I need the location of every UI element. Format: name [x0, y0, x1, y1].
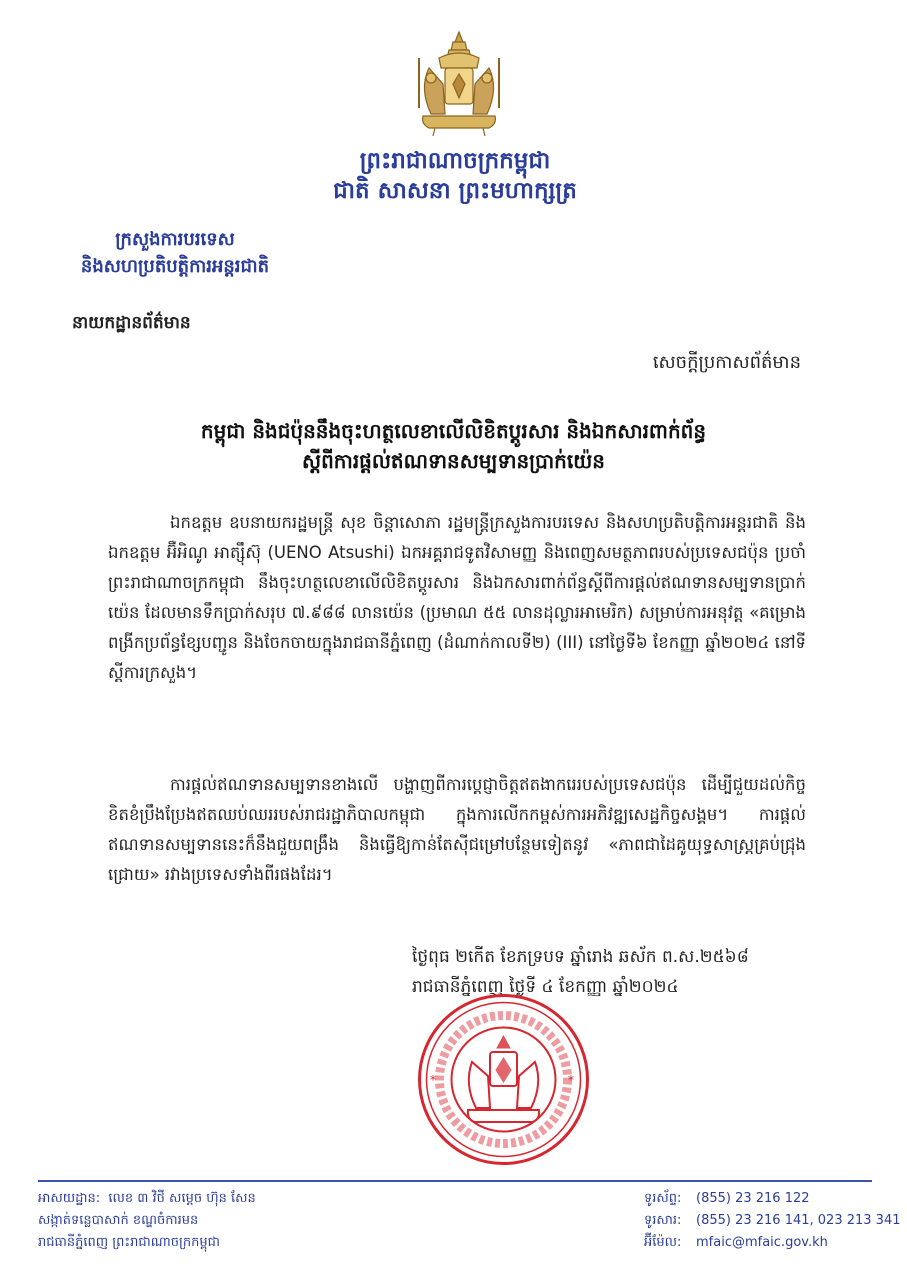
- footer-divider: [38, 1180, 872, 1182]
- address-line2: សង្កាត់ទន្លេបាសាក់ ខណ្ឌចំការមន: [38, 1213, 199, 1228]
- solar-date: រាជធានីភ្នំពេញ ថ្ងៃទី ៤ ខែកញ្ញា ឆ្នាំ២០២៤: [412, 977, 679, 997]
- ministry-line2: និងសហប្រតិបត្តិការអន្តរជាតិ: [80, 256, 270, 277]
- phone-number[interactable]: (855) 23 216 122: [696, 1191, 810, 1206]
- address-line3: រាជធានីភ្នំពេញ ព្រះរាជាណាចក្រកម្ពុជា: [38, 1235, 220, 1250]
- address-line1: លេខ ៣ វិថី សម្តេច ហ៊ុន សែន: [108, 1191, 256, 1206]
- kingdom-name: ព្រះរាជាណាចក្រកម្ពុជា: [359, 148, 551, 174]
- department-name: នាយកដ្ឋានព័ត៌មាន: [72, 313, 191, 333]
- fax-number: (855) 23 216 141, 023 213 341: [696, 1213, 901, 1228]
- footer-contact: [644, 1188, 901, 1254]
- body-paragraph-2: ការផ្តល់ឥណទានសម្បទានខាងលើ បង្ហាញពីការប្តេជ្ញាចិត្តឥតងាករេរបស់ប្រទេសជប៉ុន ដើម្បីជួយដល់កិច្ចខិតខំប្រឹងប្រែងឥតឈប់ឈររបស់រាជរដ្ឋាភិបាលកម្ពុជា ក្នុងការលើកកម្ពស់ការអភិវឌ្ឍសេដ្ឋកិច្ចសង្គម។ ការផ្តល់ឥណទានសម្បទាននេះក៏នឹងជួយពង្រឹង និងធ្វើឱ្យកាន់តែស៊ីជម្រៅបន្ថែមទៀតនូវ «ភាពជាដៃគូយុទ្ធសាស្ត្រគ្រប់ជ្រុងជ្រោយ» រវាងប្រទេសទាំងពីរផងដែរ។: [108, 775, 806, 884]
- phone-label: ទូរស័ព្ទ:: [644, 1191, 682, 1206]
- email-link[interactable]: mfaic@mfaic.gov.kh: [696, 1235, 828, 1250]
- email-label: អ៊ីម៉ែល:: [644, 1235, 682, 1250]
- footer-address: [38, 1188, 256, 1254]
- ministry-line1: ក្រសួងការបរទេស: [115, 229, 235, 250]
- svg-text:*: *: [568, 1073, 574, 1087]
- title-line1: កម្ពុជា និងជប៉ុននឹងចុះហត្ថលេខាលើលិខិតប្តូរសារ និងឯកសារពាក់ព័ន្ធ: [200, 419, 707, 443]
- fax-label: ទូរសារ:: [644, 1213, 682, 1228]
- body-paragraph-1: ឯកឧត្តម ឧបនាយករដ្ឋមន្ត្រី សុខ ចិន្តាសោភា រដ្ឋមន្ត្រីក្រសួងការបរទេស និងសហប្រតិបត្តិការអន្តរជាតិ និងឯកឧត្តម អ៊ឺអិណូ អាត្ស៊ឹស៊ុ (UENO Atsushi) ឯកអគ្គរាជទូតវិសាមញ្ញ និងពេញសមត្ថភាពរបស់ប្រទេសជប៉ុន ប្រចាំព្រះរាជាណាចក្រកម្ពុជា នឹងចុះហត្ថលេខាលើលិខិតប្តូរសារ និងឯកសារពាក់ព័ន្ធស្តីពីការផ្តល់ឥណទានសម្បទានប្រាក់យ៉េន ដែលមានទឹកប្រាក់សរុប ៧.៩៨៨ លានយ៉េន (ប្រមាណ ៥៥ លានដុល្លារអាមេរិក) សម្រាប់ការអនុវត្ត «គម្រោងពង្រីកប្រព័ន្ធខ្សែបញ្ជូន និងចែកចាយក្នុងរាជធានីភ្នំពេញ (ដំណាក់កាលទី២) (III) នៅថ្ងៃទី៦ ខែកញ្ញា ឆ្នាំ២០២៤ នៅទីស្តីការក្រសួង។: [108, 513, 806, 682]
- title-line2: ស្តីពីការផ្តល់ឥណទានសម្បទានប្រាក់យ៉េន: [302, 449, 605, 473]
- royal-emblem-icon: [409, 28, 509, 138]
- ministry-name: [40, 226, 310, 280]
- lunar-date: ថ្ងៃពុធ ២កើត ខែភទ្របទ ឆ្នាំរោង ឆស័ក ព.ស.២៥៦៨: [412, 947, 749, 967]
- document-type: សេចក្តីប្រកាសព័ត៌មាន: [652, 352, 801, 373]
- national-motto: ជាតិ សាសនា ព្រះមហាក្សត្រ: [333, 178, 577, 204]
- kingdom-header: [280, 146, 630, 206]
- document-title: [90, 416, 817, 476]
- svg-text:*: *: [430, 1073, 436, 1087]
- ministry-seal-icon: [416, 992, 591, 1167]
- address-label: អាសយដ្ឋាន:: [38, 1191, 101, 1206]
